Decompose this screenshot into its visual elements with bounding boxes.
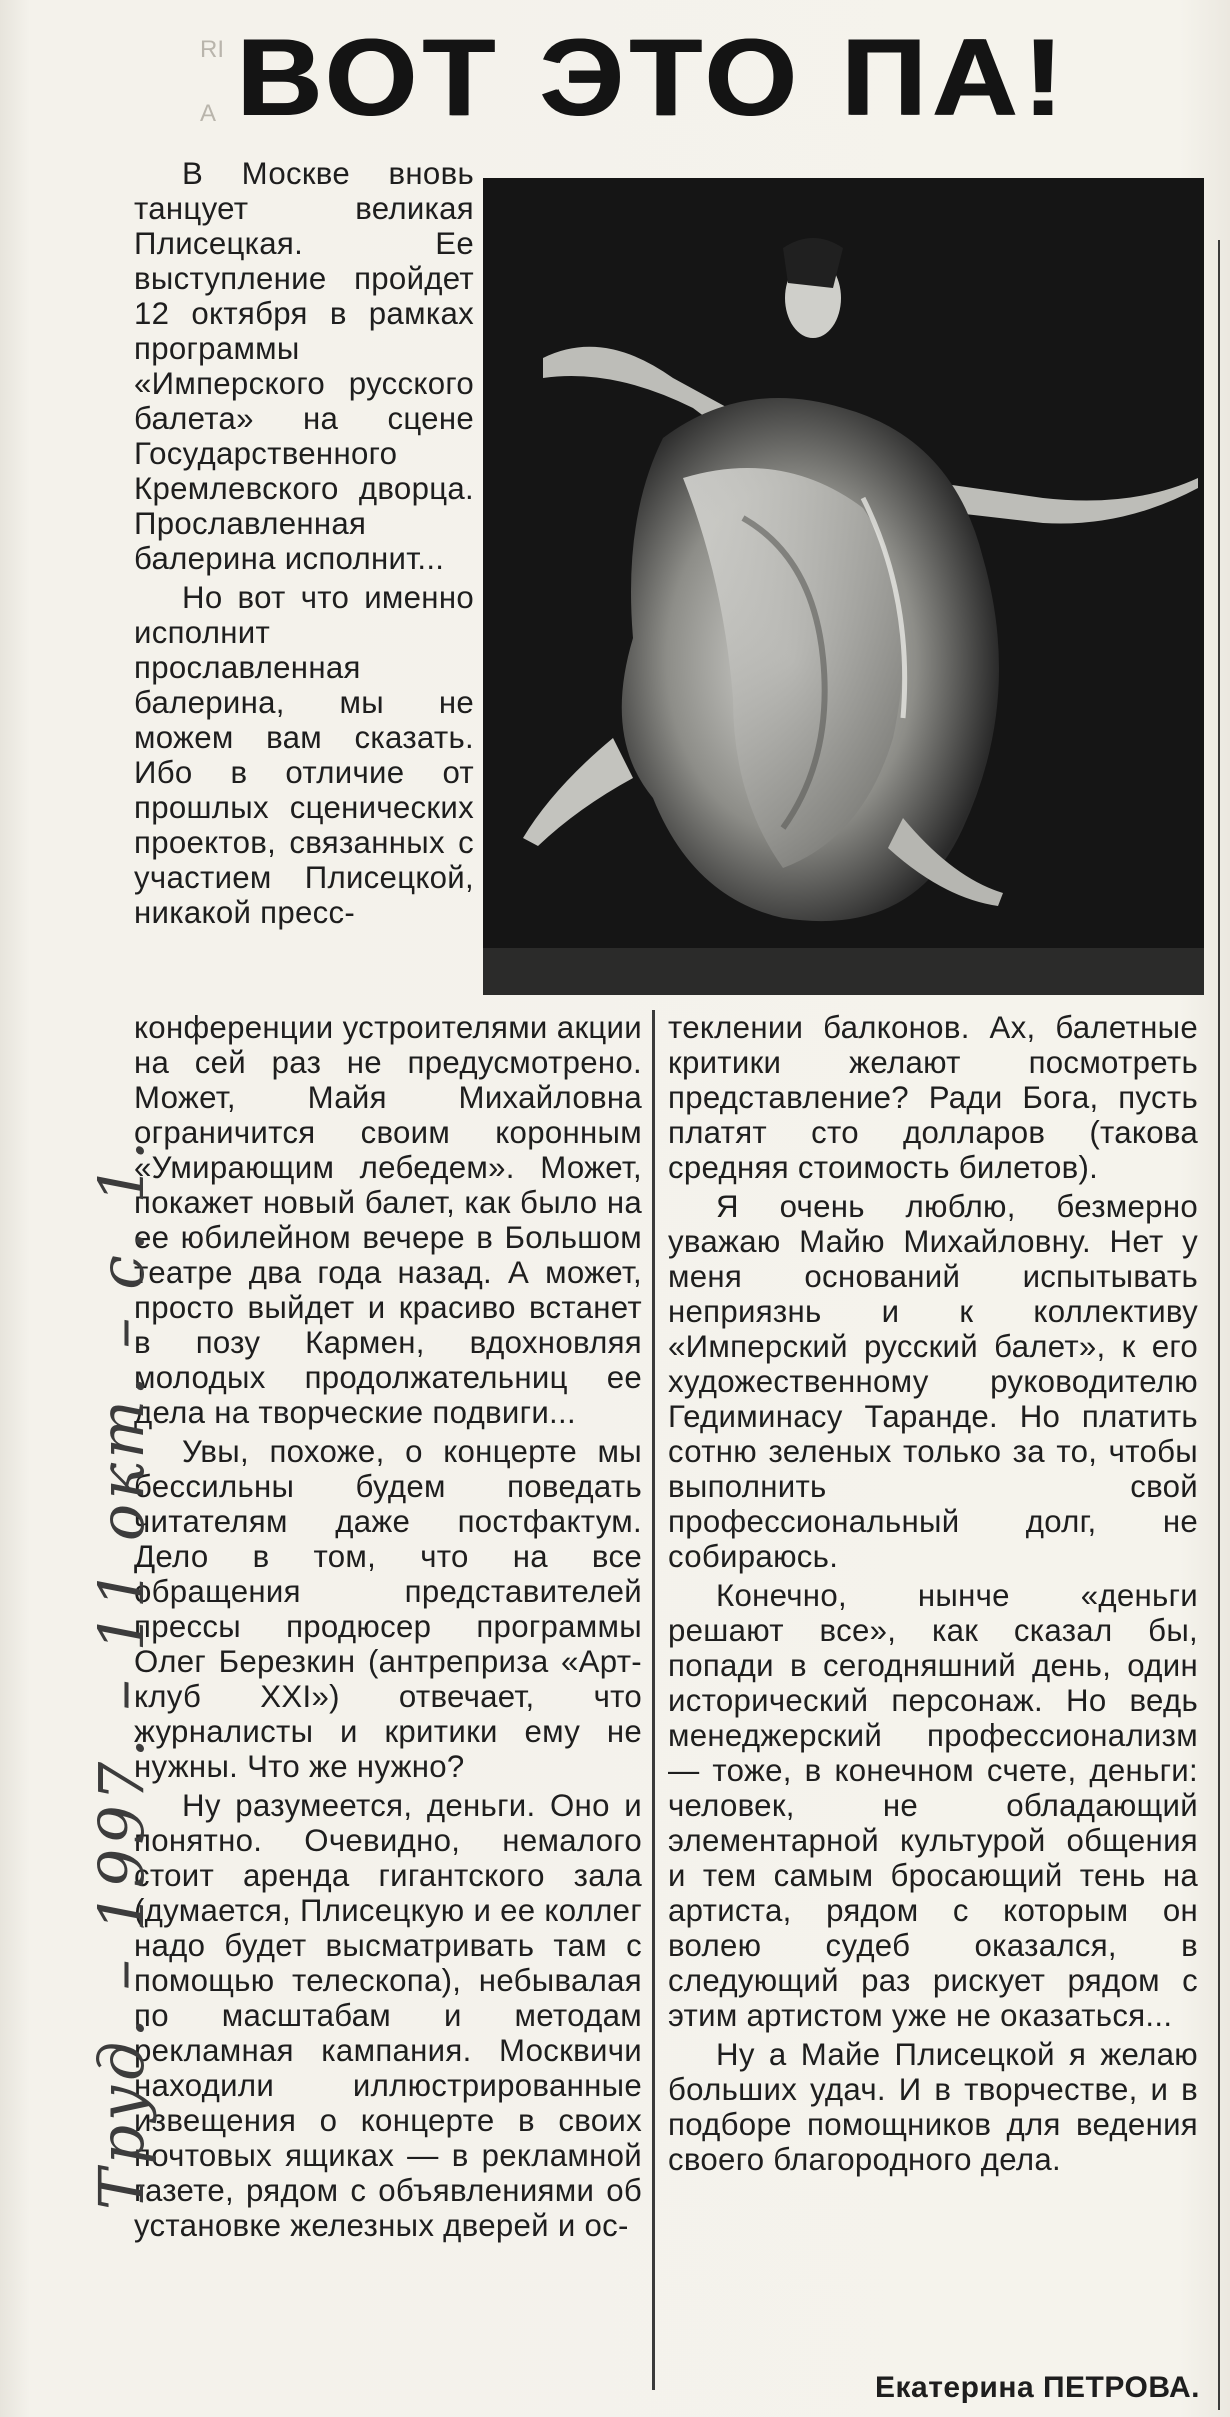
column-divider xyxy=(652,1010,655,2390)
article-column-1 xyxy=(134,156,474,930)
page-edge-rule xyxy=(1218,240,1220,2410)
paragraph: Ну разумеется, деньги. Оно и понятно. Очевидно, немалого стоит аренда гигантского зала (думается, Плисецкую и ее коллег надо будет высматривать там с помощью телескопа), небывалая по масштабам и методам рекламная кампания. Москвичи находили иллюстрированные извещения о концерте в своих почтовых ящиках — в рекламной газете, рядом с объявлениями об установке железных дверей и ос- xyxy=(134,1788,642,2243)
paragraph: Но вот что именно исполнит прославленная балерина, мы не можем вам сказать. Ибо в отличие от прошлых сценических проектов, связанных с участием Плисецкой, никакой пресс- xyxy=(134,580,474,930)
article-column-3 xyxy=(668,1010,1198,2177)
bleed-through-text: RI xyxy=(200,36,224,63)
paragraph: конференции устроителями акции на сей раз не предусмотрено. Может, Майя Михайловна ограничится своим коронным «Умирающим лебедем». Может, покажет новый балет, как было на ее юбилейном вечере в Большом театре два года назад. А может, просто выйдет и красиво встанет в позу Кармен, вдохновляя молодых продолжательниц ее дела на творческие подвиги... xyxy=(134,1010,642,1430)
author-byline: Екатерина ПЕТРОВА. xyxy=(874,2371,1200,2404)
article-column-2 xyxy=(134,1010,642,2243)
paragraph: Я очень люблю, безмерно уважаю Майю Михайловну. Нет у меня оснований испытывать неприязнь и к коллективу «Имперский русский балет», к его художественному руководителю Гедиминасу Таранде. Но платить сотню зеленых только за то, чтобы выполнить свой профессиональный долг, не собираюсь. xyxy=(668,1189,1198,1574)
paragraph: Ну а Майе Плисецкой я желаю больших удач. И в творчестве, и в подборе помощников для ведения своего благородного дела. xyxy=(668,2037,1198,2177)
bleed-through-text: А xyxy=(200,100,217,127)
headline: ВОТ ЭТО ПА! xyxy=(236,16,1068,140)
ballerina-dancing-photo xyxy=(483,178,1204,995)
paragraph: В Москве вновь танцует великая Плисецкая. Ее выступление пройдет 12 октября в рамках программы «Имперского русского балета» на сцене Государственного Кремлевского дворца. Прославленная балерина исполнит... xyxy=(134,156,474,576)
paragraph: Увы, похоже, о концерте мы бессильны будем поведать читателям даже постфактум. Дело в том, что на все обращения представителей прессы продюсер программы Олег Березкин (антреприза «Арт-клуб XXI») отвечает, что журналисты и критики ему не нужны. Что же нужно? xyxy=(134,1434,642,1784)
paragraph: теклении балконов. Ах, балетные критики желают посмотреть представление? Ради Бога, пусть платят сто долларов (такова средняя стоимость билетов). xyxy=(668,1010,1198,1185)
paragraph: Конечно, нынче «деньги решают все», как сказал бы, попади в сегодняшний день, один исторический персонаж. Но ведь менеджерский профессионализм — тоже, в конечном счете, деньги: человек, не обладающий элементарной культурой общения и тем самым бросающий тень на артиста, рядом с которым он волею судеб оказался, в следующий раз рискует рядом с этим артистом уже не оказаться... xyxy=(668,1578,1198,2033)
handwritten-citation: Труд. – 1997. – 11 окт. – с. 1. xyxy=(85,1136,158,2210)
